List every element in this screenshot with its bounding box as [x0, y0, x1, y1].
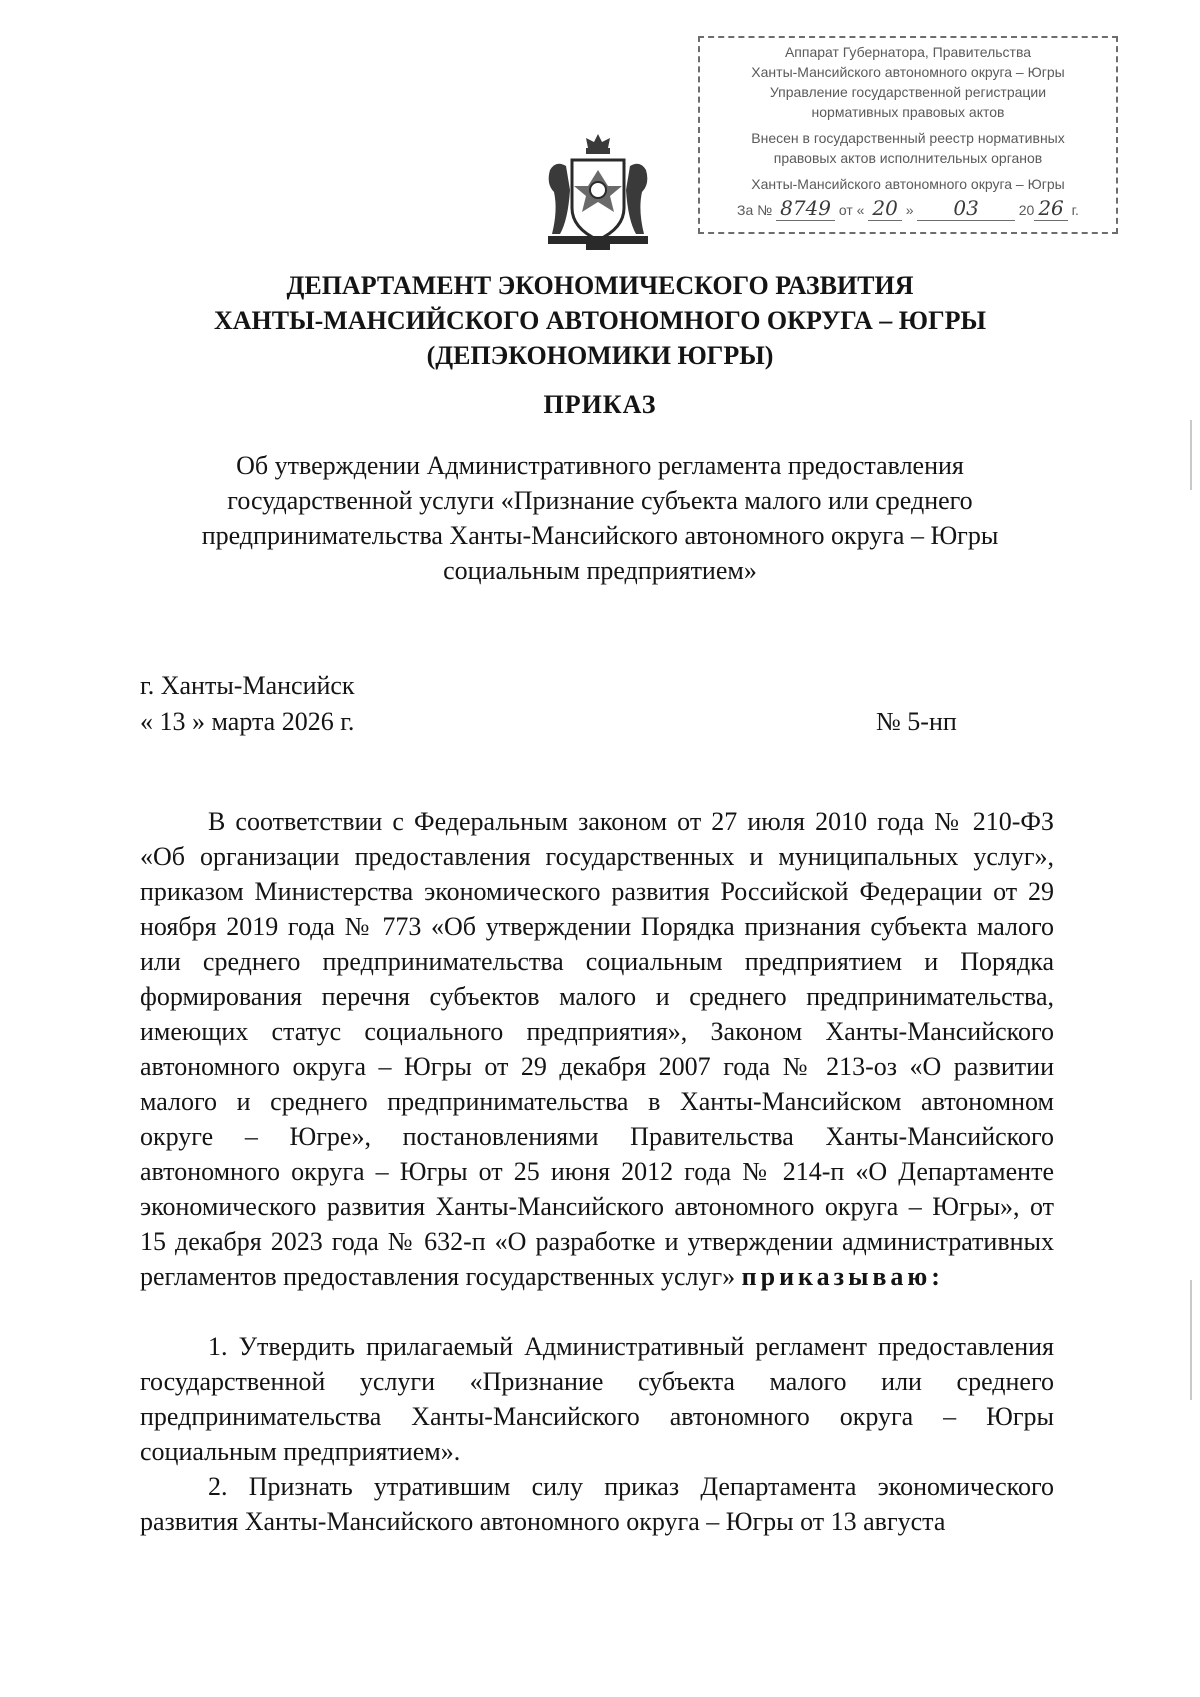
stamp-from: от «	[838, 202, 865, 218]
subject-line: Об утверждении Административного регламента предоставления	[236, 451, 964, 480]
issue-place: г. Ханты-Мансийск	[140, 671, 355, 700]
subject-line: предпринимательства Ханты-Мансийского автономного округа – Югры	[201, 521, 999, 550]
dept-line: ХАНТЫ-МАНСИЙСКОГО АВТОНОМНОГО ОКРУГА – ЮГРЫ	[213, 306, 987, 335]
issue-date: « 13 » марта 2026 г.	[140, 707, 355, 736]
scan-edge-mark	[1190, 1280, 1192, 1400]
stamp-year-suffix: г.	[1071, 202, 1079, 218]
preamble-text: В соответствии с Федеральным законом от 27 июля 2010 года № 210-ФЗ «Об организации предоставления государственных и муниципальных услуг», приказом Министерства экономического развития Российской Федерации от 29 ноября 2019 года № 773 «Об утверждении Порядка признания субъекта малого или среднего предпринимательства социальным предприятием и Порядка формирования перечня субъектов малого и среднего предпринимательства, имеющих статус социального предприятия», Законом Ханты-Мансийского автономного округа – Югры от 29 декабря 2007 года № 213-оз «О развитии малого и среднего предпринимательства в Ханты-Мансийском автономном округе – Югре», постановлениями Правительства Ханты-Мансийского автономного округа – Югры от 25 июня 2012 года № 214-п «О Департаменте экономического развития Ханты-Мансийского автономного округа – Югры», от 15 декабря 2023 года № 632-п «О разработке и утверждении административных регламентов предоставления государственных услуг»	[140, 807, 1054, 1291]
stamp-day: 20	[868, 196, 901, 221]
subject-line: социальным предприятием»	[443, 556, 757, 585]
order-item-2: 2. Признать утратившим силу приказ Департамента экономического развития Ханты-Мансийского автономного округа – Югры от 13 августа	[140, 1472, 1054, 1536]
stamp-year: 26	[1034, 196, 1067, 221]
stamp-registry-line: правовых актов исполнительных органов	[773, 150, 1043, 166]
coat-of-arms-icon	[542, 130, 654, 252]
order-item-1: 1. Утвердить прилагаемый Административный регламент предоставления государственной услуги «Признание субъекта малого или среднего предпринимательства Ханты-Мансийского автономного округа – Югры социальным предприятием».	[140, 1332, 1054, 1466]
stamp-year-prefix: 20	[1018, 202, 1035, 218]
preamble-paragraph	[140, 804, 1054, 1294]
dept-line: (ДЕПЭКОНОМИКИ ЮГРЫ)	[426, 341, 774, 370]
scan-edge-mark	[1190, 420, 1192, 490]
stamp-month: 03	[917, 196, 1014, 221]
stamp-line: нормативных правовых актов	[811, 104, 1005, 120]
registration-stamp	[698, 36, 1118, 234]
stamp-line: Управление государственной регистрации	[769, 84, 1047, 100]
stamp-line: Аппарат Губернатора, Правительства	[784, 44, 1032, 60]
stamp-mid: »	[905, 202, 914, 218]
stamp-line: Ханты-Мансийского автономного округа – Югры	[751, 64, 1065, 80]
order-command: приказываю:	[741, 1262, 944, 1291]
order-subject	[150, 448, 1050, 588]
order-number: № 5-нп	[876, 707, 957, 736]
dept-line: ДЕПАРТАМЕНТ ЭКОНОМИЧЕСКОГО РАЗВИТИЯ	[286, 271, 914, 300]
document-type: ПРИКАЗ	[543, 390, 657, 419]
stamp-number-prefix: За №	[737, 202, 773, 218]
stamp-registry-line: Внесен в государственный реестр нормативных	[751, 130, 1065, 146]
order-body	[140, 804, 1054, 1539]
department-name	[150, 268, 1050, 373]
stamp-number: 8749	[776, 196, 835, 221]
stamp-registration-number	[700, 198, 1116, 220]
stamp-region: Ханты-Мансийского автономного округа – Югры	[751, 176, 1065, 192]
subject-line: государственной услуги «Признание субъекта малого или среднего	[227, 486, 973, 515]
